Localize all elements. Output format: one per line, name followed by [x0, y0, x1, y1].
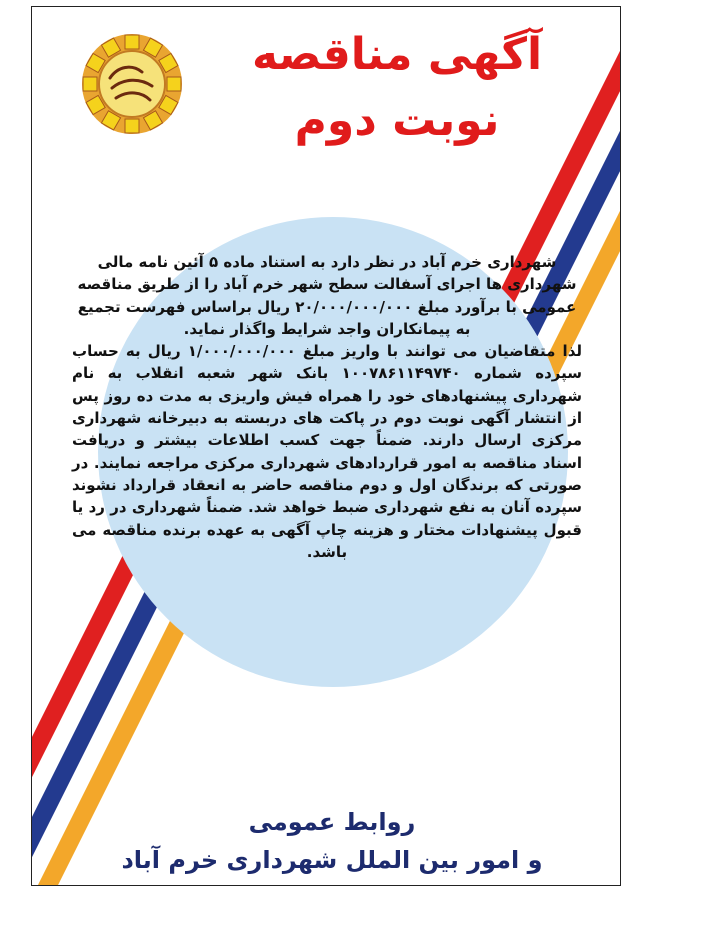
announcement-body [72, 251, 582, 563]
body-paragraph-2: لذا متقاضیان می توانند با واریز مبلغ ۱/۰۰۰/۰۰۰/۰۰۰ ریال به حساب سپرده شماره ۱۰۰۷۸۶۱۱۴۹۷۴۰ بانک شهر شعبه انقلاب به نام شهرداری پیشنهادهای خود را همراه فیش واریزی به مدت ده روز پس از انتشار آگهی نوبت دوم در پاکت های دربسته به دبیرخانه شهرداری مرکزی ارسال دارند. ضمناً جهت کسب اطلاعات بیشتر و دریافت اسناد مناقصه به امور قراردادهای شهرداری مرکزی مراجعه نمایند. در صورتی که برندگان اول و دوم مناقصه حاضر به انعقاد قرارداد نشوند سپرده آنان به نفع شهرداری ضبط خواهد شد. ضمناً شهرداری در رد یا قبول پیشنهادات مختار و هزینه چاپ آگهی به عهده برنده مناقصه می باشد. [72, 342, 583, 561]
municipality-logo [80, 32, 184, 136]
footer-line-2: و امور بین الملل شهرداری خرم آباد [121, 846, 543, 874]
body-paragraph-1: شهرداری خرم آباد در نظر دارد به استناد ماده ۵ آئین نامه مالی شهرداری ها اجرای آسفالت سطح شهر خرم آباد را از طریق مناقصه عمومی با برآورد مبلغ ۲۰/۰۰۰/۰۰۰/۰۰۰ ریال براساس فهرست تجمیع به پیمانکاران واجد شرایط واگذار نماید. [77, 253, 577, 338]
title-line-2: نوبت دوم [294, 95, 500, 146]
title-line-1: آگهی مناقصه [251, 29, 543, 80]
advertisement-frame [31, 6, 621, 886]
footer-line-1: روابط عمومی [248, 808, 416, 836]
